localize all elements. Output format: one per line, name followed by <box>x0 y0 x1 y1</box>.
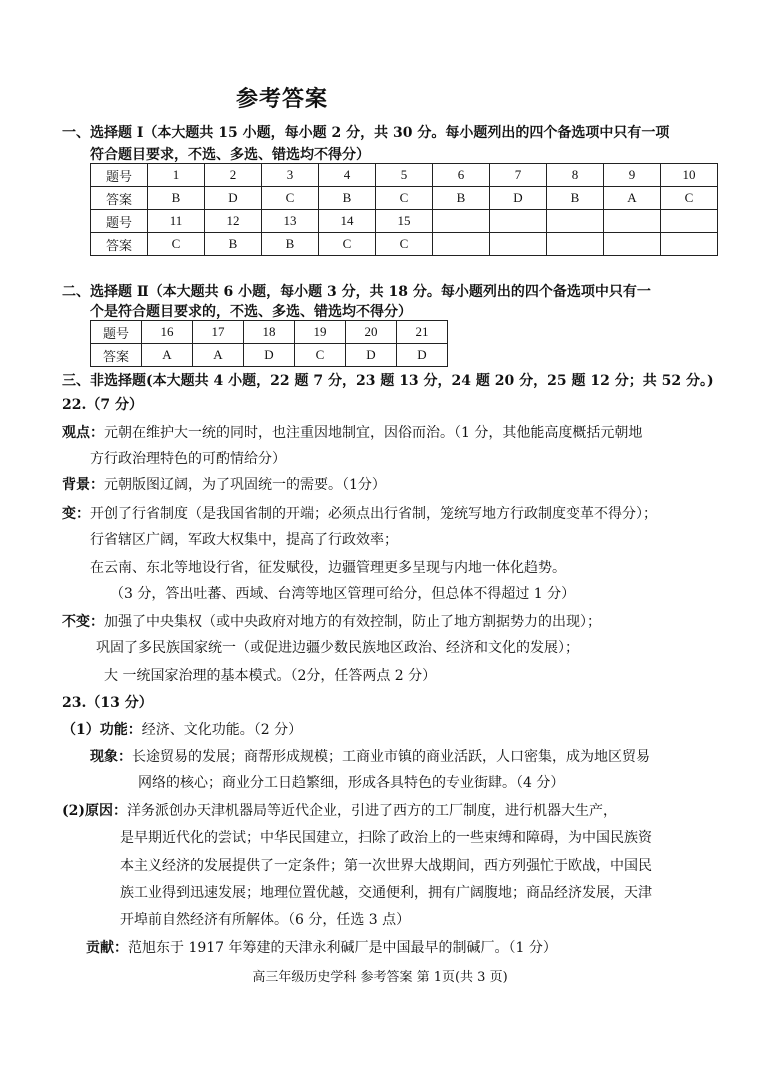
row-header-cell: 答案 <box>91 233 148 256</box>
q23-phenomenon-cont: 网络的核心；商业分工日趋繁细，形成各具特色的专业街肆。（4 分） <box>138 775 565 791</box>
q22-viewpoint <box>62 422 642 442</box>
table-cell: D <box>244 344 295 367</box>
table-cell: 19 <box>295 321 346 344</box>
page-footer: 高三年级历史学科 参考答案 第 1页(共 3 页) <box>252 970 508 985</box>
table-cell: 4 <box>319 164 376 187</box>
q22-change-line2: 行省辖区广阔，军政大权集中，提高了行政效率； <box>90 532 398 548</box>
table-cell <box>661 233 718 256</box>
phenomenon-label: 现象： <box>90 749 132 765</box>
table-row <box>91 233 718 256</box>
table-cell: C <box>148 233 205 256</box>
change-label: 变： <box>62 506 90 522</box>
table-cell: C <box>376 233 433 256</box>
table-cell: A <box>142 344 193 367</box>
table-cell: 15 <box>376 210 433 233</box>
q22-heading: 22.（7 分） <box>62 397 143 413</box>
row-header-cell: 答案 <box>91 187 148 210</box>
table-cell: C <box>262 187 319 210</box>
q22-change-line3: 在云南、东北等地设行省，征发赋役，边疆管理更多呈现与内地一体化趋势。 <box>90 560 566 576</box>
viewpoint-label: 观点： <box>62 425 104 441</box>
table-cell: 6 <box>433 164 490 187</box>
table-cell: 5 <box>376 164 433 187</box>
table-cell: 21 <box>397 321 448 344</box>
q23-reason-line5: 开埠前自然经济有所解体。（6 分，任选 3 点） <box>120 912 411 928</box>
table-cell: C <box>376 187 433 210</box>
phenomenon-text: 长途贸易的发展；商帮形成规模；工商业市镇的商业活跃，人口密集，成为地区贸易 <box>132 749 650 765</box>
table-cell: B <box>547 187 604 210</box>
table-cell: B <box>319 187 376 210</box>
table-cell: 9 <box>604 164 661 187</box>
table-cell: 16 <box>142 321 193 344</box>
table-cell <box>604 210 661 233</box>
table-cell <box>661 210 718 233</box>
table-cell <box>490 233 547 256</box>
table-cell: 18 <box>244 321 295 344</box>
table-cell: D <box>205 187 262 210</box>
table-cell: 13 <box>262 210 319 233</box>
table-cell: 20 <box>346 321 397 344</box>
table-cell <box>547 210 604 233</box>
table-cell: A <box>193 344 244 367</box>
function-text: 经济、文化功能。（2 分） <box>141 722 303 738</box>
q22-background <box>62 474 386 494</box>
function-label: （1）功能： <box>62 722 142 738</box>
row-header-cell: 题号 <box>91 210 148 233</box>
q22-nochange-line2: 巩固了多民族国家统一（或促进边疆少数民族地区政治、经济和文化的发展）； <box>96 640 579 656</box>
section1-heading: 一、选择题 Ⅰ（本大题共 15 小题，每小题 2 分，共 30 分。每小题列出的四个备选项中只有一项 <box>62 125 670 141</box>
q22-viewpoint-cont: 方行政治理特色的可酌情给分） <box>90 451 286 467</box>
table-cell: 14 <box>319 210 376 233</box>
row-header-cell: 答案 <box>91 344 142 367</box>
table-cell: 17 <box>193 321 244 344</box>
q23-reason-line3: 本主义经济的发展提供了一定条件；第一次世界大战期间，西方列强忙于欧战，中国民 <box>120 858 652 874</box>
table-row <box>91 187 718 210</box>
q22-change <box>62 503 657 523</box>
table-cell: A <box>604 187 661 210</box>
contribution-label: 贡献： <box>86 940 128 956</box>
q23-phenomenon <box>90 746 650 766</box>
q22-nochange <box>62 611 601 631</box>
table-cell <box>604 233 661 256</box>
table-cell <box>490 210 547 233</box>
q23-contribution <box>86 937 557 957</box>
q22-change-line4: （3 分，答出吐蕃、西域、台湾等地区管理可给分，但总体不得超过 1 分） <box>110 586 576 602</box>
table-cell: 11 <box>148 210 205 233</box>
change-text: 开创了行省制度（是我国省制的开端；必须点出行省制，笼统写地方行政制度变革不得分）； <box>90 506 657 522</box>
section1-heading-cont: 符合题目要求，不选、多选、错选均不得分） <box>90 147 370 163</box>
q23-reason-line2: 是早期近代化的尝试；中华民国建立，扫除了政治上的一些束缚和障碍，为中国民族资 <box>120 830 652 846</box>
table-cell: D <box>490 187 547 210</box>
q23-heading: 23.（13 分） <box>62 695 153 711</box>
table-cell: 1 <box>148 164 205 187</box>
viewpoint-text: 元朝在维护大一统的同时，也注重因地制宜，因俗而治。（1 分，其他能高度概括元朝地 <box>104 425 643 441</box>
section3-heading: 三、非选择题(本大题共 4 小题，22 题 7 分，23 题 13 分，24 题 20 分，25 题 12 分；共 52 分。) <box>62 373 714 389</box>
answer-table-2 <box>90 320 448 367</box>
table-cell: 10 <box>661 164 718 187</box>
section2-heading: 二、选择题 Ⅱ（本大题共 6 小题，每小题 3 分，共 18 分。每小题列出的四个备选项中只有一 <box>62 284 651 300</box>
table-row <box>91 344 448 367</box>
table-cell: C <box>295 344 346 367</box>
table-cell: C <box>661 187 718 210</box>
table-cell: B <box>205 233 262 256</box>
table-cell: D <box>346 344 397 367</box>
table-cell: 3 <box>262 164 319 187</box>
table-row <box>91 164 718 187</box>
table-cell <box>547 233 604 256</box>
section2-heading-cont: 个是符合题目要求的，不选、多选、错选均不得分） <box>90 304 412 320</box>
row-header-cell: 题号 <box>91 321 142 344</box>
table-cell: 7 <box>490 164 547 187</box>
table-cell <box>433 210 490 233</box>
reason-text: 洋务派创办天津机器局等近代企业，引进了西方的工厂制度，进行机器大生产， <box>127 803 617 819</box>
table-cell: 2 <box>205 164 262 187</box>
answer-table-1 <box>90 163 718 256</box>
page-title: 参考答案 <box>236 86 329 112</box>
nochange-label: 不变： <box>62 614 104 630</box>
table-row <box>91 321 448 344</box>
table-cell: C <box>319 233 376 256</box>
row-header-cell: 题号 <box>91 164 148 187</box>
q23-part2 <box>62 800 617 820</box>
table-cell: D <box>397 344 448 367</box>
q23-reason-line4: 族工业得到迅速发展；地理位置优越，交通便利，拥有广阔腹地；商品经济发展，天津 <box>120 885 652 901</box>
q22-nochange-line3: 大 一统国家治理的基本模式。（2分，任答两点 2 分） <box>104 668 437 684</box>
q23-part1 <box>62 719 302 739</box>
table-cell: B <box>433 187 490 210</box>
table-row <box>91 210 718 233</box>
table-cell: 8 <box>547 164 604 187</box>
contribution-text: 范旭东于 1917 年筹建的天津永利碱厂是中国最早的制碱厂。（1 分） <box>128 940 557 956</box>
reason-label: (2)原因： <box>62 803 127 819</box>
background-text: 元朝版图辽阔，为了巩固统一的需要。（1分） <box>104 477 386 493</box>
table-cell <box>433 233 490 256</box>
background-label: 背景： <box>62 477 104 493</box>
table-cell: 12 <box>205 210 262 233</box>
table-cell: B <box>148 187 205 210</box>
table-cell: B <box>262 233 319 256</box>
nochange-text: 加强了中央集权（或中央政府对地方的有效控制，防止了地方割据势力的出现）； <box>104 614 601 630</box>
